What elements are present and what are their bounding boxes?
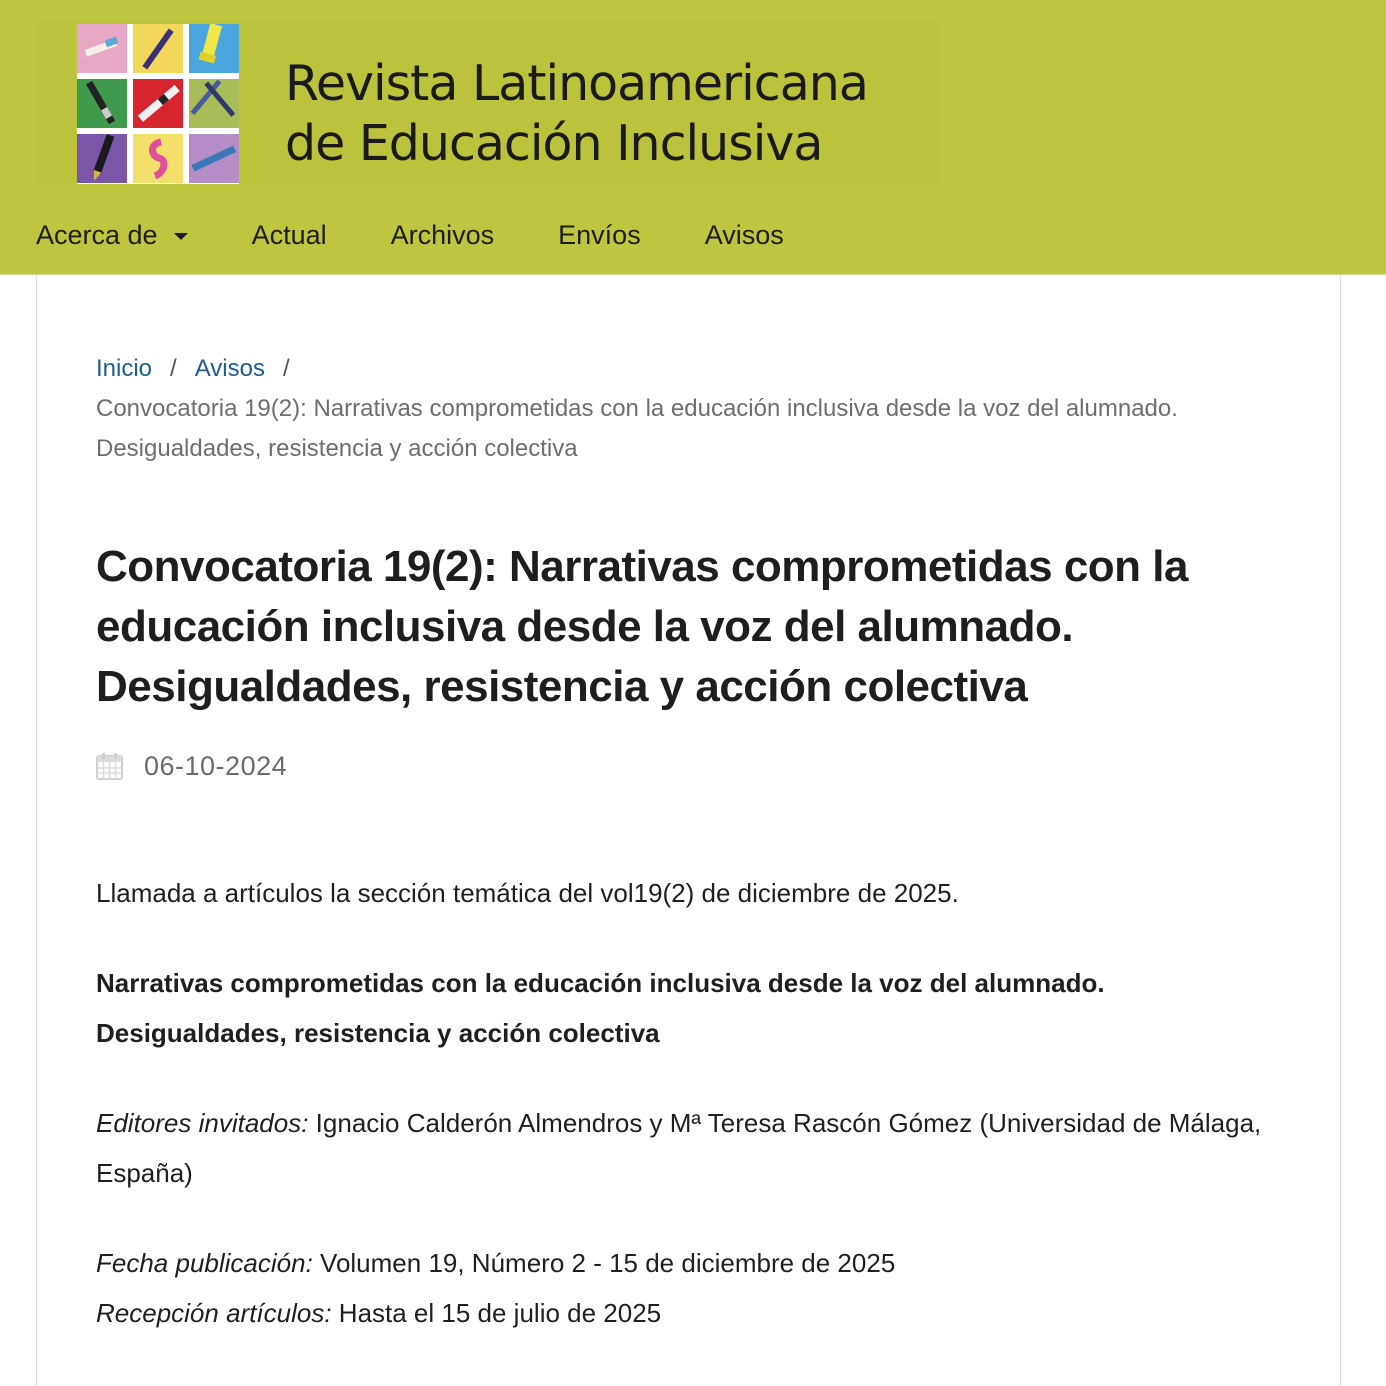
breadcrumb-current: Convocatoria 19(2): Narrativas comprometidas con la educación inclusiva desde la voz del alumnado. Desigualdades, resistencia y acción colectiva — [96, 395, 1178, 462]
breadcrumb-home-link[interactable]: Inicio — [96, 355, 153, 382]
journal-title-line1: Revista Latinoamericana — [285, 55, 868, 112]
breadcrumb-separator: / — [170, 355, 177, 382]
nav-item-label: Envíos — [558, 219, 641, 250]
breadcrumb — [96, 349, 1216, 469]
guest-editors — [96, 1098, 1296, 1198]
theme-title-line1: Narrativas comprometidas con la educación inclusiva desde la voz del alumnado. — [96, 968, 1105, 998]
logo-tile-pen-green — [77, 79, 127, 128]
logo-tile-pencil-pink — [77, 24, 127, 73]
nav-item-announcements[interactable] — [705, 220, 784, 251]
content-card — [36, 275, 1341, 1386]
nav-item-label: Actual — [251, 219, 327, 250]
publication-date-value: Volumen 19, Número 2 - 15 de diciembre de 2025 — [312, 1248, 896, 1278]
breadcrumb-separator: / — [282, 355, 290, 382]
main-nav — [36, 210, 848, 260]
journal-title-line2: de Educación Inclusiva — [285, 115, 823, 172]
nav-item-archives[interactable] — [391, 220, 495, 251]
publication-date — [96, 1238, 1296, 1288]
guest-editors-value: Ignacio Calderón Almendros y Mª Teresa Rascón Gómez (Universidad de Málaga, España) — [96, 1108, 1262, 1188]
reception-deadline — [96, 1288, 1296, 1338]
journal-title — [285, 54, 868, 174]
nav-item-label: Avisos — [704, 219, 784, 250]
theme-title-line2: Desigualdades, resistencia y acción colectiva — [96, 1018, 660, 1048]
logo-image-grid — [77, 24, 239, 184]
reception-deadline-value: Hasta el 15 de julio de 2025 — [331, 1298, 662, 1328]
announcement-body — [96, 868, 1296, 1338]
logo-tile-pen-red — [133, 79, 183, 128]
theme-title — [96, 958, 1296, 1058]
date-value: 06-10-2024 — [144, 751, 288, 781]
announcement-date — [96, 751, 287, 782]
breadcrumb-section-link[interactable]: Avisos — [194, 355, 265, 382]
logo-tile-pens-olive — [189, 79, 239, 128]
page-title: Convocatoria 19(2): Narrativas comprometidas con la educación inclusiva desde la voz del alumnado. Desigualdades, resistencia y acción colectiva — [96, 542, 1188, 711]
nav-item-label: Archivos — [390, 219, 495, 250]
nav-item-about[interactable] — [36, 220, 188, 251]
intro-text: Llamada a artículos la sección temática del vol19(2) de diciembre de 2025. — [96, 878, 959, 908]
nav-item-current[interactable] — [252, 220, 327, 251]
reception-deadline-label: Recepción artículos: — [96, 1298, 332, 1328]
nav-item-submissions[interactable] — [558, 220, 641, 251]
calendar-icon — [96, 753, 123, 780]
site-header — [0, 0, 1386, 275]
publication-date-label: Fecha publicación: — [96, 1248, 313, 1278]
nav-item-label: Acerca de — [36, 219, 158, 250]
logo-tile-pen-yellow — [133, 24, 183, 73]
logo-tile-pen-lilac — [189, 134, 239, 183]
guest-editors-label: Editores invitados: — [96, 1108, 309, 1138]
journal-logo[interactable] — [38, 20, 938, 185]
logo-tile-seahorse-yellow — [133, 134, 183, 183]
logo-tile-fountain-pen-purple — [77, 134, 127, 183]
logo-tile-marker-blue — [189, 24, 239, 73]
chevron-down-icon — [174, 233, 188, 240]
